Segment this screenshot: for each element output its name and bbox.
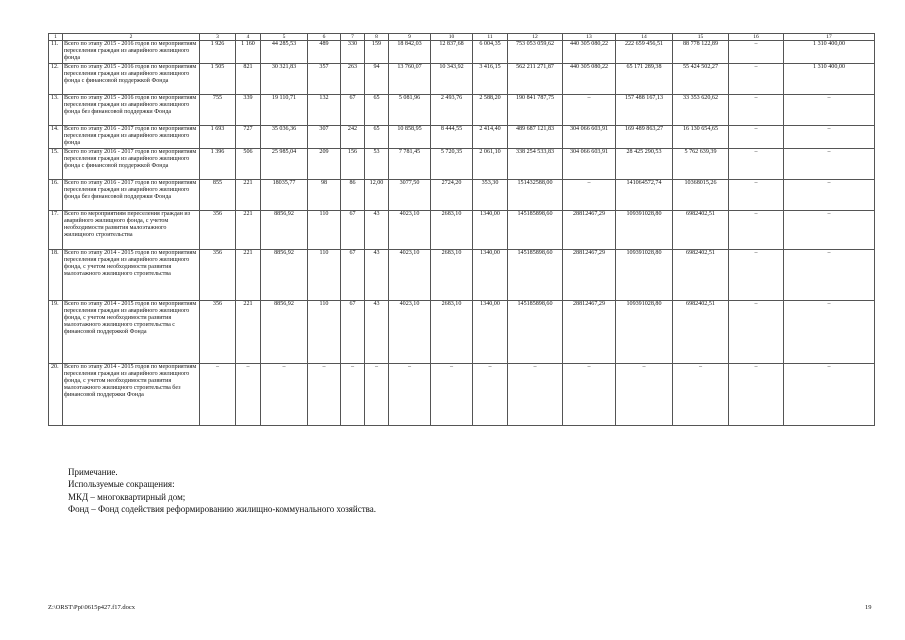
row-description-cell: Всего по этапу 2014 - 2015 годов по мероприятиям переселения граждан из аварийного жилищного фонда, с учетом необходимости развития малоэтажного жилищного строительства с финансовой поддержкой Фонда <box>63 301 200 364</box>
table-cell: 151432588,00 <box>508 180 563 211</box>
row-description-cell: Всего по этапу 2016 - 2017 годов по мероприятиям переселения граждан из аварийного жилищного фонда <box>63 126 200 149</box>
table-cell: 6982402,51 <box>673 301 729 364</box>
table-cell: 33 353 620,62 <box>673 95 729 126</box>
table-cell: 3077,50 <box>389 180 431 211</box>
table-cell: 141064572,74 <box>616 180 673 211</box>
table-cell: 12 837,68 <box>431 41 473 64</box>
column-number: 9 <box>389 34 431 41</box>
table-cell: 98 <box>308 180 341 211</box>
table-cell: 2 414,40 <box>473 126 508 149</box>
table-cell: 562 211 271,87 <box>508 64 563 95</box>
table-cell: 28812467,29 <box>563 301 616 364</box>
table-cell: 821 <box>236 64 261 95</box>
table-cell: 2683,10 <box>431 301 473 364</box>
table-cell: 356 <box>200 250 236 301</box>
row-description-cell: Всего по этапу 2015 - 2016 годов по мероприятиям переселения граждан из аварийного жилищного фонда без финансовой поддержки Фонда <box>63 95 200 126</box>
table-cell: – <box>365 364 389 426</box>
table-cell: 6982402,51 <box>673 250 729 301</box>
table-cell: 440 305 080,22 <box>563 64 616 95</box>
table-cell: 307 <box>308 126 341 149</box>
table-cell: – <box>784 126 875 149</box>
table-cell: – <box>784 149 875 180</box>
table-cell: 338 254 533,83 <box>508 149 563 180</box>
table-cell: 440 305 080,22 <box>563 41 616 64</box>
table-cell: 1340,00 <box>473 301 508 364</box>
row-number-cell: 11. <box>49 41 63 64</box>
table-cell: – <box>563 364 616 426</box>
table-cell: – <box>784 364 875 426</box>
table-cell: 18035,77 <box>261 180 308 211</box>
table-cell: 221 <box>236 301 261 364</box>
table-cell: – <box>389 364 431 426</box>
table-cell: 1340,00 <box>473 211 508 250</box>
column-number: 10 <box>431 34 473 41</box>
row-number-cell: 15. <box>49 149 63 180</box>
table-cell: 506 <box>236 149 261 180</box>
table-body <box>49 34 875 426</box>
table-cell: 12,00 <box>365 180 389 211</box>
table-cell: 1 693 <box>200 126 236 149</box>
table-cell: 5 762 639,39 <box>673 149 729 180</box>
table-cell: 4023,10 <box>389 301 431 364</box>
table-cell: 356 <box>200 301 236 364</box>
table-cell: 353,30 <box>473 180 508 211</box>
table-cell: 753 053 059,62 <box>508 41 563 64</box>
table-cell: 330 <box>341 41 365 64</box>
table-cell: 19 110,71 <box>261 95 308 126</box>
table-cell: 190 841 787,75 <box>508 95 563 126</box>
table-cell: 221 <box>236 211 261 250</box>
table-cell: 110 <box>308 250 341 301</box>
table-cell: 4023,10 <box>389 250 431 301</box>
table-cell: 1 160 <box>236 41 261 64</box>
table-cell: – <box>431 364 473 426</box>
table-cell: 1 926 <box>200 41 236 64</box>
table-cell: 109391028,80 <box>616 250 673 301</box>
table-cell: 356 <box>200 211 236 250</box>
column-number: 12 <box>508 34 563 41</box>
table-cell: 25 985,04 <box>261 149 308 180</box>
table-cell: 10 858,95 <box>389 126 431 149</box>
table-cell: 132 <box>308 95 341 126</box>
table-cell: 339 <box>236 95 261 126</box>
table-cell: – <box>236 364 261 426</box>
row-number-cell: 16. <box>49 180 63 211</box>
table-cell: 8856,92 <box>261 250 308 301</box>
table-cell: 263 <box>341 64 365 95</box>
table-cell: – <box>200 364 236 426</box>
table-cell: 2683,10 <box>431 211 473 250</box>
table-cell: – <box>261 364 308 426</box>
table-cell: 110 <box>308 301 341 364</box>
table-cell: 1 505 <box>200 64 236 95</box>
table-row <box>49 180 875 211</box>
table-cell: 43 <box>365 211 389 250</box>
data-table <box>48 33 875 426</box>
table-cell: 4023,10 <box>389 211 431 250</box>
table-cell: 55 424 502,27 <box>673 64 729 95</box>
table-cell: 53 <box>365 149 389 180</box>
column-number: 1 <box>49 34 63 41</box>
row-description-cell: Всего по этапу 2016 - 2017 годов по мероприятиям переселения граждан из аварийного жилищного фонда с финансовой поддержкой Фонда <box>63 149 200 180</box>
table-cell: 2 588,20 <box>473 95 508 126</box>
table-cell: 65 <box>365 126 389 149</box>
row-description-cell: Всего по этапу 2016 - 2017 годов по мероприятиям переселения граждан из аварийного жилищного фонда без финансовой поддержки Фонда <box>63 180 200 211</box>
table-cell: – <box>729 211 784 250</box>
table-cell: 67 <box>341 250 365 301</box>
table-cell: 489 <box>308 41 341 64</box>
table-cell: – <box>308 364 341 426</box>
column-number: 11 <box>473 34 508 41</box>
row-number-cell: 13. <box>49 95 63 126</box>
notes-subtitle: Используемые сокращения: <box>68 479 175 490</box>
table-cell: 157 488 167,13 <box>616 95 673 126</box>
table-cell: 10368015,26 <box>673 180 729 211</box>
row-description-cell: Всего по этапу 2014 - 2015 годов по мероприятиям переселения граждан из аварийного жилищного фонда, с учетом необходимости развития малоэтажного жилищного строительства без финансовой поддержки Фонда <box>63 364 200 426</box>
table-cell: 35 036,36 <box>261 126 308 149</box>
table-cell: 28812467,29 <box>563 211 616 250</box>
column-number: 3 <box>200 34 236 41</box>
table-cell: 221 <box>236 250 261 301</box>
table-cell: 357 <box>308 64 341 95</box>
table-cell: 16 130 654,65 <box>673 126 729 149</box>
table-row <box>49 364 875 426</box>
row-number-cell: 17. <box>49 211 63 250</box>
table-cell: 30 321,83 <box>261 64 308 95</box>
table-cell: 44 285,53 <box>261 41 308 64</box>
column-number-row <box>49 34 875 41</box>
table-cell: 65 171 289,38 <box>616 64 673 95</box>
table-cell: 755 <box>200 95 236 126</box>
table-cell: – <box>784 211 875 250</box>
table-cell: 67 <box>341 301 365 364</box>
table-cell: – <box>729 301 784 364</box>
table-cell: 109391028,80 <box>616 211 673 250</box>
column-number: 7 <box>341 34 365 41</box>
table-cell: 5 081,96 <box>389 95 431 126</box>
table-cell: 86 <box>341 180 365 211</box>
row-description-cell: Всего по этапу 2015 - 2016 годов по мероприятиям переселения граждан из аварийного жилищного фонда с финансовой поддержкой Фонда <box>63 64 200 95</box>
table-cell: 67 <box>341 95 365 126</box>
column-number: 15 <box>673 34 729 41</box>
table-cell: 94 <box>365 64 389 95</box>
table-cell: 304 066 603,91 <box>563 149 616 180</box>
table-cell: – <box>729 95 784 126</box>
table-cell: – <box>729 64 784 95</box>
column-number: 5 <box>261 34 308 41</box>
table-row <box>49 149 875 180</box>
row-number-cell: 18. <box>49 250 63 301</box>
table-cell: – <box>563 180 616 211</box>
table-cell: 13 760,07 <box>389 64 431 95</box>
abbreviation-mkd: МКД – многоквартирный дом; <box>68 491 186 502</box>
table-cell: 65 <box>365 95 389 126</box>
table-cell: 304 066 603,91 <box>563 126 616 149</box>
row-number-cell: 20. <box>49 364 63 426</box>
table-cell: – <box>473 364 508 426</box>
table-cell: – <box>784 95 875 126</box>
row-number-cell: 19. <box>49 301 63 364</box>
column-number: 16 <box>729 34 784 41</box>
table-row <box>49 211 875 250</box>
table-cell: 2 061,10 <box>473 149 508 180</box>
table-row <box>49 250 875 301</box>
footer-file-path: Z:\ORST\Ppi\0615p427.f17.docx <box>48 604 136 611</box>
table-cell: 1340,00 <box>473 250 508 301</box>
table-cell: 8856,92 <box>261 211 308 250</box>
table-cell: – <box>729 364 784 426</box>
column-number: 4 <box>236 34 261 41</box>
table-row <box>49 301 875 364</box>
table-cell: 8856,92 <box>261 301 308 364</box>
row-number-cell: 14. <box>49 126 63 149</box>
table-cell: 43 <box>365 301 389 364</box>
table-cell: 18 842,03 <box>389 41 431 64</box>
column-number: 13 <box>563 34 616 41</box>
table-cell: 10 343,92 <box>431 64 473 95</box>
table-cell: 43 <box>365 250 389 301</box>
table-cell: 855 <box>200 180 236 211</box>
document-sheet <box>48 33 878 426</box>
table-cell: 222 659 456,51 <box>616 41 673 64</box>
table-cell: 242 <box>341 126 365 149</box>
table-cell: 1 310 400,00 <box>784 64 875 95</box>
table-cell: 2724,20 <box>431 180 473 211</box>
table-cell: 145185898,60 <box>508 250 563 301</box>
table-row <box>49 64 875 95</box>
table-cell: 489 687 121,83 <box>508 126 563 149</box>
table-cell: 6 004,35 <box>473 41 508 64</box>
table-cell: 3 416,15 <box>473 64 508 95</box>
column-number: 2 <box>63 34 200 41</box>
table-cell: 67 <box>341 211 365 250</box>
column-number: 17 <box>784 34 875 41</box>
column-number: 8 <box>365 34 389 41</box>
table-cell: 5 720,35 <box>431 149 473 180</box>
notes-title: Примечание. <box>68 467 118 477</box>
row-number-cell: 12. <box>49 64 63 95</box>
table-row <box>49 126 875 149</box>
table-cell: – <box>729 41 784 64</box>
table-cell: – <box>784 250 875 301</box>
table-cell: 2683,10 <box>431 250 473 301</box>
table-cell: – <box>729 149 784 180</box>
table-cell: – <box>729 180 784 211</box>
table-cell: – <box>784 180 875 211</box>
table-cell: 8 444,55 <box>431 126 473 149</box>
table-cell: – <box>729 126 784 149</box>
table-cell: 6982402,51 <box>673 211 729 250</box>
table-cell: 159 <box>365 41 389 64</box>
row-description-cell: Всего по этапу 2015 - 2016 годов по мероприятиям переселения граждан из аварийного жилищного фонда <box>63 41 200 64</box>
table-cell: – <box>508 364 563 426</box>
abbreviation-fund: Фонд – Фонд содействия реформированию жилищно-коммунального хозяйства. <box>68 504 377 515</box>
column-number: 6 <box>308 34 341 41</box>
table-cell: 110 <box>308 211 341 250</box>
table-cell: 28812467,29 <box>563 250 616 301</box>
column-number: 14 <box>616 34 673 41</box>
table-cell: – <box>341 364 365 426</box>
row-description-cell: Всего по этапу 2014 - 2015 годов по мероприятиям переселения граждан из аварийного жилищного фонда, с учетом необходимости развития малоэтажного жилищного строительства <box>63 250 200 301</box>
table-cell: 156 <box>341 149 365 180</box>
table-cell: – <box>673 364 729 426</box>
notes-block <box>68 466 376 516</box>
table-cell: 2 493,76 <box>431 95 473 126</box>
table-cell: 221 <box>236 180 261 211</box>
table-cell: – <box>729 250 784 301</box>
table-cell: 1 310 400,00 <box>784 41 875 64</box>
table-cell: 209 <box>308 149 341 180</box>
table-cell: 169 489 863,27 <box>616 126 673 149</box>
table-cell: 727 <box>236 126 261 149</box>
table-cell: 109391028,80 <box>616 301 673 364</box>
row-description-cell: Всего по мероприятиям переселения граждан из аварийного жилищного фонда, с учетом необходимости развития малоэтажного жилищного строительства <box>63 211 200 250</box>
table-cell: 145185898,60 <box>508 301 563 364</box>
page-number: 19 <box>865 604 872 611</box>
table-row <box>49 41 875 64</box>
table-cell: 88 778 122,89 <box>673 41 729 64</box>
table-cell: 7 781,45 <box>389 149 431 180</box>
table-cell: 28 425 290,53 <box>616 149 673 180</box>
table-cell: – <box>616 364 673 426</box>
table-cell: 145185898,60 <box>508 211 563 250</box>
table-cell: 1 396 <box>200 149 236 180</box>
table-row <box>49 95 875 126</box>
table-cell: – <box>784 301 875 364</box>
table-cell: – <box>563 95 616 126</box>
